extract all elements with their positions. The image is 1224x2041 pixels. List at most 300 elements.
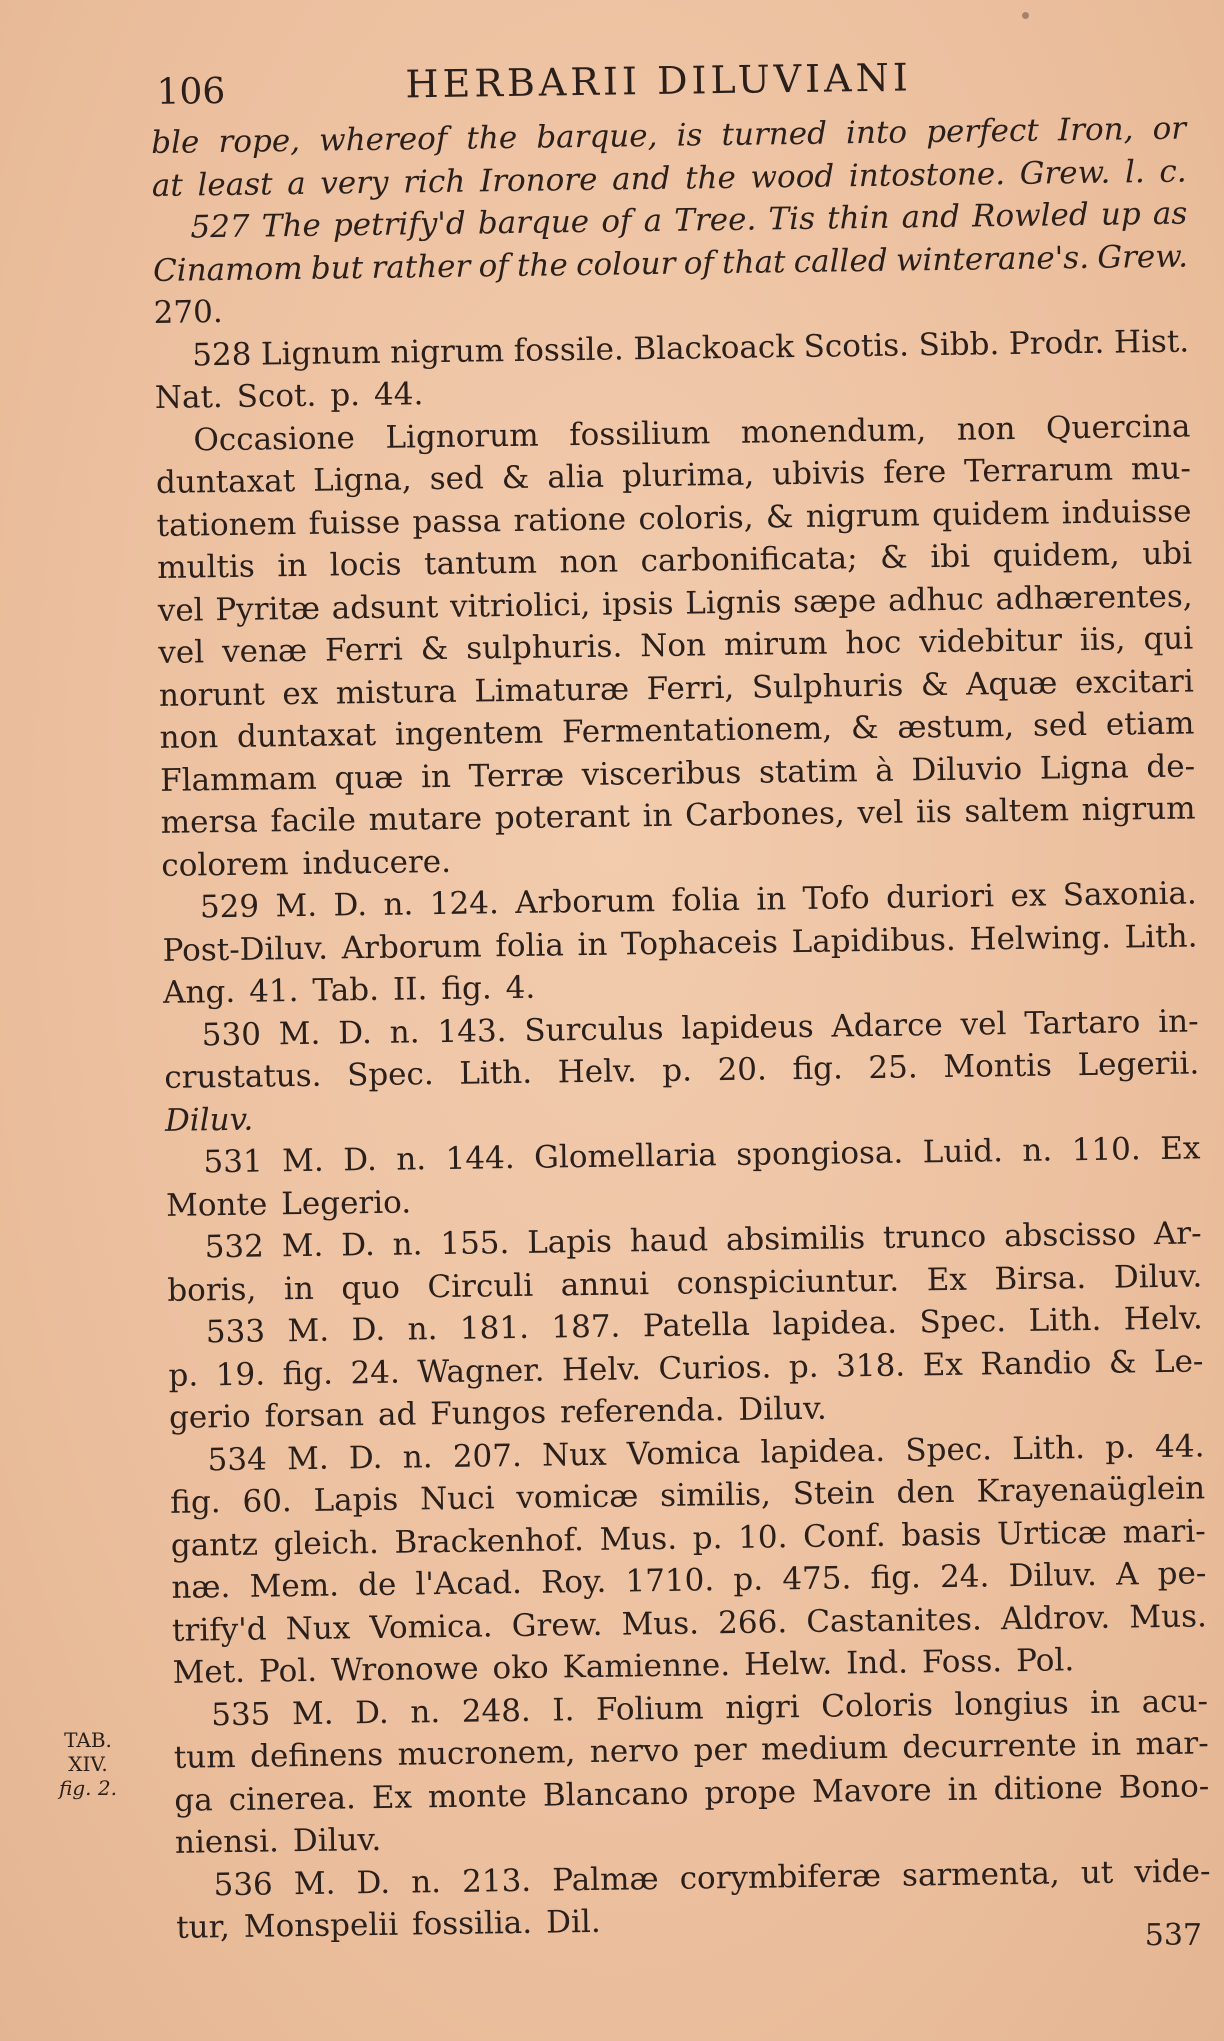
word: Cinamom: [152, 250, 303, 289]
word: Birsa.: [994, 1259, 1087, 1297]
word: gantz: [170, 1526, 259, 1564]
word: Tartaro: [1024, 1003, 1141, 1042]
word: Tab.: [312, 971, 380, 1009]
word: Fungos: [430, 1394, 547, 1433]
word: Tis: [768, 200, 816, 238]
word: Curios.: [658, 1348, 772, 1387]
word: Luid.: [922, 1133, 1004, 1171]
word: 534: [207, 1441, 268, 1478]
word: æstum,: [897, 708, 1015, 746]
word: adhærentes,: [995, 577, 1193, 617]
word: Ferri,: [646, 669, 735, 707]
word: 124.: [429, 885, 500, 923]
word: Randio: [980, 1344, 1092, 1383]
word: gleich.: [273, 1524, 380, 1562]
word: Pol.: [1015, 1642, 1075, 1680]
word: D.: [354, 1694, 390, 1731]
word: Monspelii: [243, 1906, 399, 1945]
word: Prodr.: [1008, 324, 1105, 362]
word: Scotis.: [803, 326, 910, 365]
word: 207.: [452, 1437, 523, 1475]
word: Iron,: [1057, 111, 1134, 149]
word: 527: [190, 208, 250, 246]
word: 4.: [505, 969, 536, 1007]
word: Diluv.: [1008, 1556, 1098, 1595]
word: Pyritæ: [215, 590, 321, 628]
word: nigrum: [390, 332, 505, 371]
word: duntaxat: [236, 716, 377, 755]
word: abscisso: [1003, 1216, 1137, 1255]
word: Legerio.: [281, 1183, 412, 1222]
word: Nat.: [154, 379, 223, 416]
word: Diluv.: [292, 1821, 382, 1860]
word: intostone.: [848, 155, 1006, 194]
word: iis,: [1079, 621, 1126, 659]
word: inducere.: [302, 843, 452, 882]
word: Sibb.: [918, 325, 1000, 363]
word: Monte: [165, 1185, 268, 1224]
word: Ex: [926, 1261, 968, 1298]
word: M.: [291, 1695, 334, 1732]
word: in: [756, 881, 787, 918]
word: 41.: [248, 973, 299, 1010]
word: 213.: [461, 1862, 532, 1900]
word: Post-Diluv.: [162, 930, 329, 969]
word: Limaturæ: [474, 670, 630, 710]
word: Ex: [1159, 1130, 1201, 1168]
word: 110.: [1071, 1131, 1141, 1169]
word: nervo: [589, 1732, 680, 1771]
word: Blackoack: [633, 328, 795, 367]
word: mistura: [335, 673, 458, 711]
book-page: [150, 38, 1211, 1950]
word: M.: [287, 1312, 330, 1350]
word: a: [286, 165, 306, 202]
running-head: HERBARII DILUVIANI: [405, 55, 913, 107]
word: poterant: [494, 798, 631, 837]
word: Arborum: [514, 883, 656, 921]
word: mucronem,: [397, 1734, 576, 1773]
word: vomicæ: [516, 1478, 639, 1517]
word: colour: [575, 245, 676, 283]
word: hoc: [845, 624, 902, 662]
word: c.: [1159, 153, 1187, 190]
word: facile: [270, 802, 357, 840]
word: The: [261, 207, 322, 245]
word: Surculus: [524, 1010, 664, 1049]
word: M.: [293, 1865, 336, 1902]
word: cinerea.: [228, 1779, 357, 1818]
word: forsan: [264, 1397, 365, 1435]
word: sed: [1032, 706, 1088, 744]
word: Carbones,: [684, 795, 846, 834]
word: 532: [204, 1228, 265, 1266]
word: Glomellaria: [533, 1137, 717, 1176]
word: 10.: [737, 1518, 788, 1556]
word: non: [559, 543, 619, 581]
word: Bono-: [1118, 1767, 1210, 1806]
word: Lith.: [459, 1054, 533, 1092]
word: haud: [629, 1222, 709, 1260]
word: ibi: [930, 538, 971, 576]
word: Occasione: [193, 419, 356, 458]
word: visceribus: [581, 754, 742, 793]
word: turned: [721, 115, 828, 154]
word: pe-: [1157, 1555, 1207, 1593]
word: medium: [760, 1729, 889, 1768]
word: M.: [281, 1142, 325, 1180]
word: conspiciuntur.: [676, 1262, 900, 1302]
word: Mus.: [1129, 1597, 1208, 1635]
word: quidem,: [992, 536, 1120, 575]
word: Aldrov.: [1000, 1599, 1111, 1637]
word: Aquæ: [965, 664, 1058, 703]
word: fig.: [792, 1050, 844, 1088]
word: rich: [402, 163, 466, 200]
word: Mavore: [811, 1771, 932, 1810]
word: ga: [174, 1781, 213, 1819]
word: 318.: [835, 1347, 906, 1385]
word: vel: [157, 591, 204, 629]
word: M.: [281, 1227, 324, 1265]
word: Le-: [1153, 1342, 1204, 1380]
word: sed: [429, 460, 485, 498]
word: similis,: [659, 1476, 772, 1515]
word: n.: [410, 1693, 441, 1731]
word: Lith.: [1124, 917, 1198, 955]
word: Hist.: [1113, 323, 1190, 361]
word: petrify'd: [332, 205, 466, 244]
word: nigrum: [805, 496, 920, 535]
word: Spec.: [919, 1303, 1007, 1341]
word: in: [1089, 1684, 1121, 1721]
word: lapidea.: [772, 1304, 898, 1343]
word: Circuli: [427, 1267, 534, 1305]
word: in: [947, 1771, 978, 1808]
word: Helwing.: [969, 919, 1112, 958]
word: vel: [158, 634, 205, 671]
word: of: [683, 244, 715, 282]
word: videbitur: [919, 622, 1063, 661]
word: crustatus.: [164, 1057, 322, 1096]
word: Palmæ: [551, 1860, 659, 1899]
word: Nuci: [419, 1480, 495, 1518]
word: niensi.: [174, 1823, 280, 1861]
word: Ind.: [845, 1644, 909, 1682]
ink-speck: [1022, 12, 1029, 19]
word: but: [310, 249, 364, 287]
word: M.: [278, 1015, 321, 1052]
word: Diluv.: [1113, 1257, 1203, 1296]
word: mar-: [1135, 1725, 1209, 1763]
word: Tree.: [674, 201, 757, 239]
word: saltem: [964, 792, 1070, 830]
word: Brackenhof.: [394, 1521, 585, 1561]
word: of: [601, 203, 632, 240]
word: Foss.: [921, 1643, 1003, 1681]
word: ble: [151, 124, 200, 161]
word: Dil.: [545, 1903, 601, 1941]
word: Lith.: [1028, 1301, 1102, 1339]
word: n.: [402, 1438, 433, 1476]
word: and: [611, 160, 671, 198]
word: a: [643, 202, 663, 240]
word: 24.: [939, 1558, 990, 1596]
word: qui: [1143, 620, 1194, 658]
word: fig.: [282, 1355, 334, 1392]
word: mari-: [1122, 1512, 1206, 1551]
word: coloris,: [638, 499, 754, 537]
word: Sulphuris: [751, 667, 904, 706]
word: referenda.: [559, 1392, 725, 1431]
word: D.: [340, 1226, 376, 1264]
word: 535: [210, 1695, 271, 1733]
word: per: [693, 1731, 747, 1769]
word: the: [684, 159, 737, 197]
word: &: [1108, 1343, 1137, 1381]
word: l.: [1124, 153, 1146, 190]
word: Kamienne.: [562, 1647, 731, 1686]
word: 143.: [437, 1012, 507, 1050]
word: Diluv.: [738, 1390, 827, 1428]
word: Terræ: [468, 756, 565, 795]
word: Lapis: [313, 1481, 399, 1519]
word: fossilia.: [411, 1904, 533, 1943]
word: in-: [1157, 1002, 1199, 1040]
word: 530: [201, 1016, 262, 1053]
word: vitriolici,: [449, 586, 591, 625]
word: absimilis: [725, 1220, 866, 1259]
word: D.: [356, 1864, 391, 1901]
word: ubi: [1142, 535, 1193, 573]
word: rope,: [218, 122, 301, 161]
word: venæ: [221, 632, 308, 671]
word: &: [765, 498, 794, 535]
word: D.: [348, 1439, 383, 1476]
word: mu-: [1130, 450, 1192, 488]
word: as: [1152, 195, 1188, 233]
word: fig.: [870, 1559, 922, 1597]
word: 187.: [551, 1308, 621, 1346]
word: n.: [1022, 1132, 1053, 1169]
word: Scot.: [236, 377, 317, 415]
word: M.: [275, 887, 318, 925]
word: 19.: [215, 1356, 266, 1393]
word: n.: [407, 1311, 438, 1348]
word: folia: [671, 881, 741, 919]
word: Nux: [285, 1609, 351, 1647]
word: Conf.: [802, 1517, 886, 1555]
word: winterane's.: [895, 239, 1090, 279]
word: Flammam: [159, 760, 317, 799]
word: Diluv.: [164, 1101, 254, 1139]
word: of: [478, 247, 509, 284]
word: p.: [168, 1356, 199, 1394]
word: boris,: [167, 1271, 257, 1309]
word: fossile.: [513, 330, 625, 369]
word: non: [159, 719, 219, 756]
word: D.: [333, 887, 368, 924]
word: Grew.: [1097, 238, 1189, 276]
word: basis: [901, 1516, 982, 1554]
word: p.: [733, 1561, 764, 1599]
word: barque: [477, 203, 590, 242]
word: duriori: [885, 878, 995, 916]
word: Ferri: [324, 631, 403, 669]
word: tationem: [156, 505, 297, 544]
word: duntaxat: [155, 463, 296, 501]
word: longius: [954, 1684, 1069, 1723]
word: or: [1152, 110, 1187, 148]
word: de: [357, 1566, 397, 1604]
word: 144.: [445, 1140, 515, 1177]
word: acu-: [1141, 1682, 1209, 1720]
word: 533: [205, 1313, 266, 1351]
word: l'Acad.: [415, 1564, 523, 1603]
word: p.: [330, 377, 361, 414]
word: p.: [788, 1348, 819, 1385]
word: Diluvio: [911, 750, 1023, 788]
word: the: [466, 119, 518, 157]
word: passa: [412, 502, 502, 540]
word: ex: [282, 675, 319, 712]
word: plurima,: [621, 456, 755, 495]
word: 528: [191, 336, 252, 373]
word: quæ: [334, 759, 404, 796]
word: induisse: [1061, 493, 1192, 531]
word: Helv.: [557, 1053, 637, 1091]
word: 536: [213, 1865, 274, 1903]
word: that: [721, 243, 786, 281]
word: &: [879, 539, 908, 576]
word: n.: [396, 1141, 427, 1178]
word: 266.: [717, 1603, 788, 1641]
word: A: [1115, 1556, 1139, 1593]
word: Ironore: [479, 161, 598, 199]
word: ut: [1080, 1854, 1114, 1891]
word: tantum: [423, 544, 538, 583]
word: rather: [371, 248, 471, 286]
word: Vomica: [626, 1434, 741, 1472]
word: n.: [392, 1226, 423, 1263]
word: trunco: [882, 1218, 987, 1256]
word: fossilium: [568, 414, 711, 453]
word: den: [896, 1473, 955, 1511]
word: colorem: [161, 845, 289, 884]
word: called: [793, 242, 888, 280]
word: D.: [338, 1014, 373, 1051]
word: is: [676, 117, 703, 154]
word: fig.: [170, 1484, 221, 1521]
word: oko: [492, 1649, 549, 1687]
word: adhuc: [887, 580, 984, 619]
word: monte: [427, 1777, 528, 1815]
word: Tophaceis: [620, 923, 779, 963]
word: Lignorum: [385, 417, 539, 456]
word: Grew.: [1019, 154, 1111, 192]
word: Saxonia.: [1062, 875, 1198, 914]
word: wood: [750, 157, 835, 196]
word: D.: [351, 1311, 386, 1349]
word: ratione: [513, 500, 627, 539]
word: Ex: [371, 1779, 413, 1816]
word: thin: [826, 199, 890, 237]
word: up: [1100, 196, 1141, 233]
word: &: [501, 459, 530, 497]
word: definens: [249, 1736, 384, 1775]
word: Ar-: [1153, 1215, 1202, 1253]
word: spongiosa.: [735, 1134, 904, 1173]
word: Rowled: [971, 196, 1089, 235]
word: Ex: [922, 1346, 964, 1383]
word: Met.: [172, 1653, 246, 1691]
word: Grew.: [511, 1606, 603, 1644]
word: norunt: [158, 675, 266, 714]
word: quo: [341, 1269, 401, 1306]
word: vel: [857, 794, 904, 832]
word: Ang.: [162, 973, 236, 1011]
word: tum: [173, 1738, 236, 1776]
word: 248.: [461, 1692, 532, 1730]
word: adsunt: [331, 588, 439, 627]
word: Legerii.: [1077, 1045, 1200, 1084]
word: sarmenta,: [901, 1854, 1060, 1894]
word: Arborum: [341, 927, 482, 966]
word: into: [845, 114, 908, 152]
word: 529: [199, 888, 260, 926]
word: locis: [329, 546, 402, 584]
word: Folium: [595, 1689, 704, 1728]
word: sæpe: [792, 582, 877, 620]
word: ubivis: [771, 455, 866, 493]
word: Spec.: [905, 1430, 993, 1469]
word: 155.: [440, 1225, 510, 1263]
word: Fermentationem,: [561, 710, 833, 751]
word: fig.: [441, 970, 492, 1008]
word: fere: [882, 453, 947, 491]
word: D.: [342, 1141, 378, 1179]
word: à: [875, 752, 895, 789]
word: and: [901, 198, 961, 236]
word: barque,: [536, 117, 658, 156]
word: 44.: [1154, 1427, 1205, 1465]
word: Mus.: [621, 1604, 700, 1643]
word: n.: [410, 1863, 442, 1901]
word: I.: [552, 1691, 575, 1729]
word: statim: [758, 752, 858, 791]
word: 475.: [782, 1560, 852, 1598]
word: vel: [960, 1005, 1007, 1043]
word: Lignis: [685, 583, 782, 622]
word: &: [920, 666, 949, 703]
word: Urticæ: [996, 1514, 1108, 1552]
margin-note-tab: TAB.: [64, 1728, 112, 1752]
word: fuisse: [308, 504, 401, 542]
word: in: [283, 1270, 315, 1307]
word: trify'd: [171, 1611, 267, 1649]
word: in: [277, 547, 308, 585]
word: carbonificata;: [640, 540, 858, 580]
word: Krayenaüglein: [976, 1470, 1206, 1510]
page-header: [150, 38, 1186, 122]
word: Montis: [943, 1047, 1053, 1086]
word: Quercina: [1045, 408, 1191, 447]
word: whereof: [318, 120, 448, 159]
word: Helw.: [743, 1645, 833, 1683]
word: Blancano: [542, 1775, 689, 1814]
word: at: [151, 167, 184, 204]
word: n.: [389, 1013, 420, 1051]
